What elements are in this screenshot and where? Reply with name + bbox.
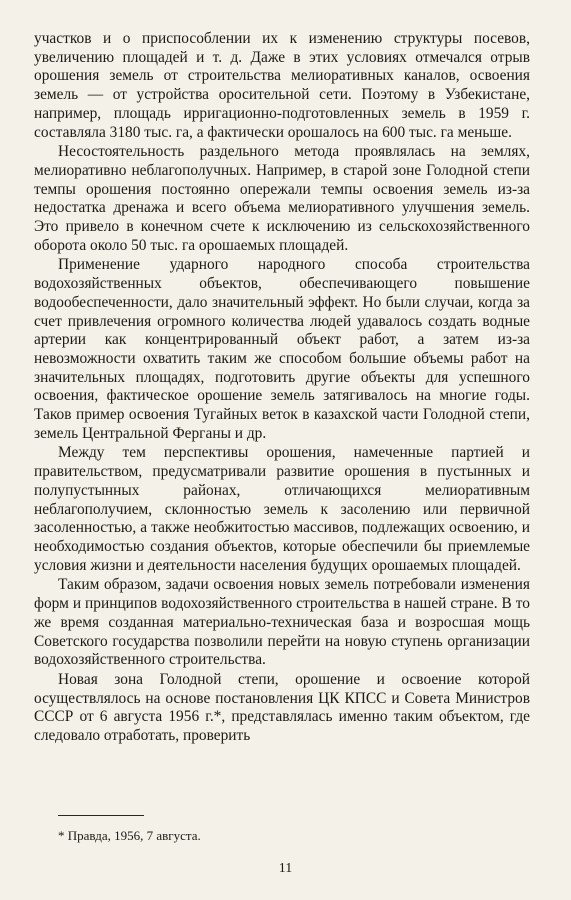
footnote-divider <box>58 815 144 816</box>
paragraph-3: Применение ударного народного способа строительства водохозяйственных объектов, обеспечивающего повышение водообеспеченности, дало значительный эффект. Но были случаи, когда за счет привлечения огромного количества людей удавалось создать водные артерии как концентрированный объект работ, а затем из-за невозможности охватить таким же способом большие объемы работ на значительных площадях, подготовить другие объекты для успешного освоения, фактическое орошение земель затягивалось на многие годы. Таков пример освоения Тугайных веток в казахской части Голодной степи, земель Центральной Ферганы и др. <box>34 256 530 442</box>
footnote: * Правда, 1956, 7 августа. <box>58 828 201 843</box>
paragraph-1: участков и о приспособлении их к изменению структуры посевов, увеличению площадей и т. д. Даже в этих условиях отмечался отрыв орошения земель от строительства мелиоративных каналов, освоения земель — от устройства оросительной сети. Поэтому в Узбекистане, например, площадь ирригационно-подготовленных земель в 1959 г. составляла 3180 тыс. га, а фактически орошалось на 600 тыс. га меньше. <box>34 30 530 141</box>
paragraph-6: Новая зона Голодной степи, орошение и освоение которой осуществлялось на основе постановления ЦК КПСС и Совета Министров СССР от 6 августа 1956 г.*, представлялась именно таким объектом, где следовало отработать, проверить <box>34 670 530 745</box>
paragraph-2: Несостоятельность раздельного метода проявлялась на землях, мелиоративно неблагополучных. Например, в старой зоне Голодной степи темпы орошения постоянно опережали темпы освоения земель из-за недостатка дренажа и всего объема мелиоративного улучшения земель. Это привело в конечном счете к исключению из сельскохозяйственного оборота около 50 тыс. га орошаемых площадей. <box>34 143 530 254</box>
paragraph-5: Таким образом, задачи освоения новых земель потребовали изменения форм и принципов водохозяйственного строительства в нашей стране. В то же время созданная материально-техническая база и возросшая мощь Советского государства позволили перейти на новую ступень организации водохозяйственного строительства. <box>34 576 530 669</box>
page-number: 11 <box>278 861 293 876</box>
page-body-text <box>34 30 530 746</box>
paragraph-4: Между тем перспективы орошения, намеченные партией и правительством, предусматривали развитие орошения в пустынных и полупустынных районах, отличающихся мелиоративным неблагополучием, склонностью земель к засолению или первичной засоленностью, а также необжитостью массивов, подлежащих освоению, и необходимостью создания объектов, которые обеспечили бы приемлемые условия жизни и деятельности населения будущих орошаемых площадей. <box>34 444 530 574</box>
